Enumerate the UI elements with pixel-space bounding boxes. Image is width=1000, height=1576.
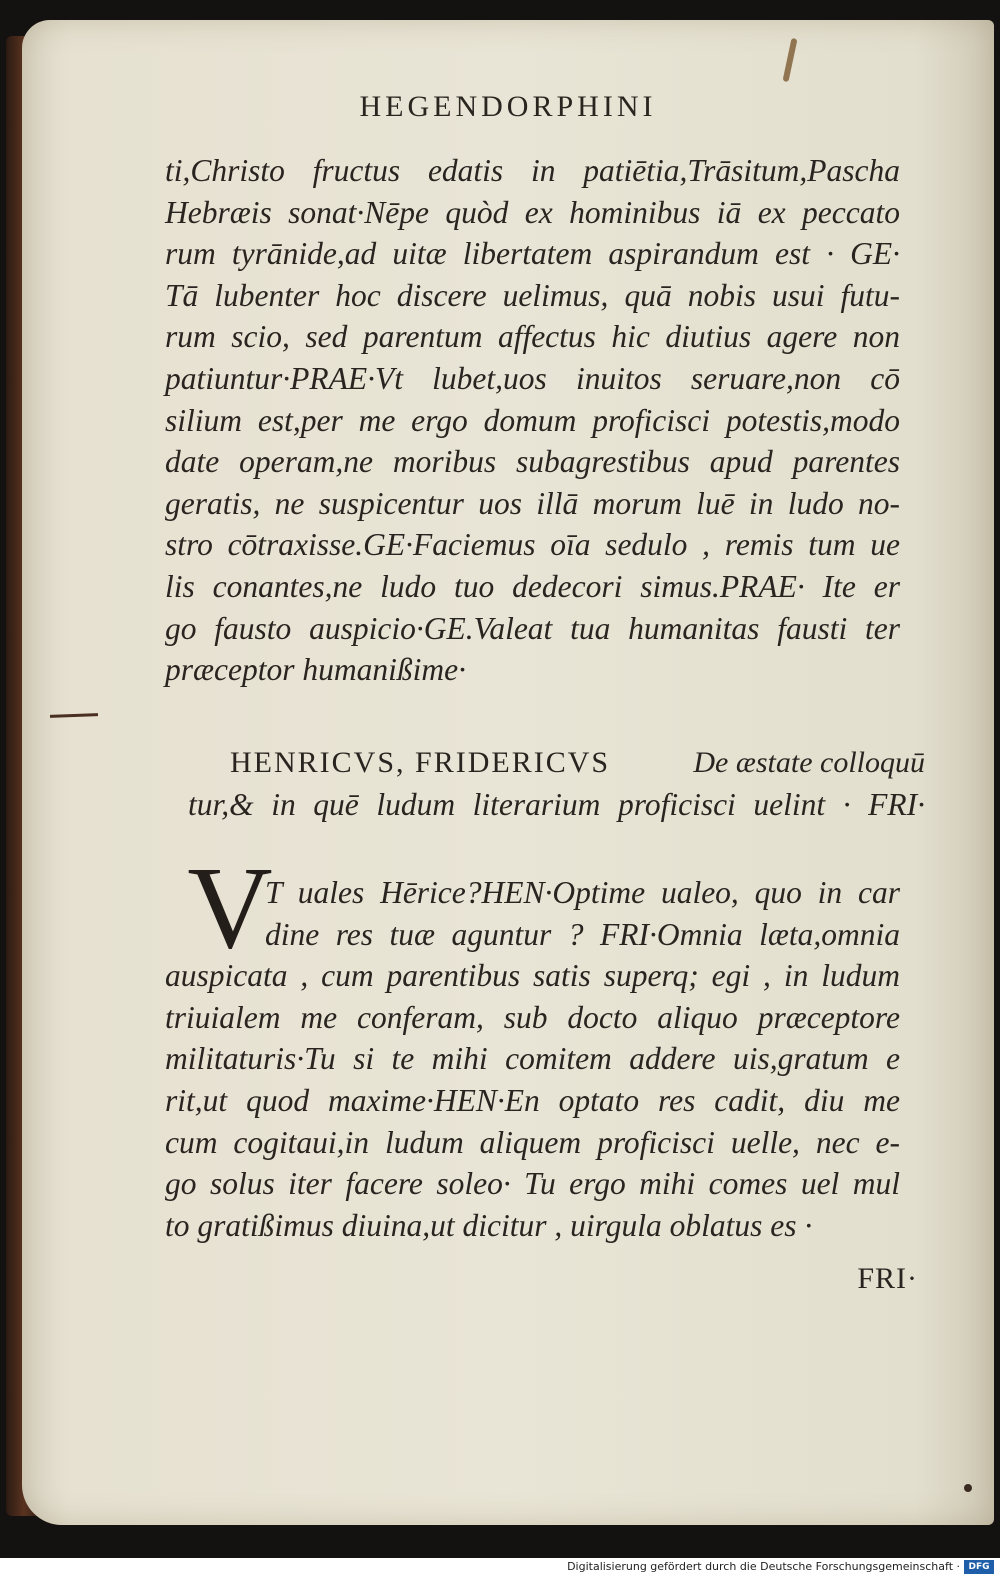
ink-mark bbox=[782, 38, 797, 82]
text-line: silium est,per me ergo domum proficisci potestis,modo bbox=[165, 402, 900, 438]
dialogue-heading bbox=[188, 742, 925, 826]
text-line: rum tyrānide,ad uitæ libertatem aspirandum est · GE· bbox=[165, 236, 900, 272]
running-head: HEGENDORPHINI bbox=[359, 90, 657, 123]
text-line: militaturis·Tu si te mihi comitem addere uis,gratum e bbox=[165, 1041, 900, 1077]
text-line: auspicata , cum parentibus satis superq; egi , in ludum bbox=[165, 958, 900, 994]
text-line: dine res tuæ aguntur ? FRI·Omnia læta,omnia bbox=[265, 916, 900, 952]
text-line: patiuntur·PRAE·Vt lubet,uos inuitos seruare,non cō bbox=[165, 360, 900, 396]
text-line: Hebræis sonat·Nēpe quòd ex hominibus iā ex peccato bbox=[165, 194, 900, 230]
text-line: geratis, ne suspicentur uos illā morum luē in ludo no- bbox=[165, 485, 900, 521]
text-line: lis conantes,ne ludo tuo dedecori simus.PRAE· Ite er bbox=[165, 568, 900, 604]
text-line: præceptor humanißime· bbox=[165, 652, 466, 688]
ink-dot bbox=[964, 1484, 972, 1492]
text-line: stro cōtraxisse.GE·Faciemus oīa sedulo , remis tum ue bbox=[165, 527, 900, 563]
text-line: T uales Hērice?HEN·Optime ualeo, quo in car bbox=[265, 875, 900, 910]
footer-text: Digitalisierung gefördert durch die Deutsche Forschungsgemeinschaft · bbox=[567, 1560, 960, 1573]
text-line: ti,Christo fructus edatis in patiētia,Trāsitum,Pascha bbox=[165, 153, 900, 188]
text-line: rit,ut quod maxime·HEN·En optato res cadit, diu me bbox=[165, 1082, 900, 1118]
heading-subject: De æstate colloquū bbox=[693, 746, 925, 779]
drop-cap: V bbox=[187, 842, 273, 973]
text-line: triuialem me conferam, sub docto aliquo præceptore bbox=[165, 999, 900, 1035]
heading-line-2: tur,& in quē ludum literarium proficisci uelint · FRI· bbox=[188, 787, 925, 822]
dfg-logo: DFG bbox=[964, 1560, 994, 1574]
text-line: go solus iter facere soleo· Tu ergo mihi comes uel mul bbox=[165, 1166, 900, 1202]
text-line: date operam,ne moribus subagrestibus apud parentes bbox=[165, 444, 900, 480]
text-line: Tā lubenter hoc discere uelimus, quā nobis usui futu- bbox=[165, 277, 900, 313]
heading-names: HENRICVS, FRIDERICVS bbox=[230, 746, 611, 779]
digitization-footer bbox=[0, 1558, 1000, 1576]
passage-2 bbox=[165, 872, 900, 1246]
catchword: FRI· bbox=[857, 1262, 918, 1295]
text-line: to gratißimus diuina,ut dicitur , uirgula oblatus es · bbox=[165, 1207, 813, 1243]
passage-1 bbox=[165, 150, 900, 691]
text-line: go fausto auspicio·GE.Valeat tua humanitas fausti ter bbox=[165, 610, 900, 646]
text-line: cum cogitaui,in ludum aliquem proficisci uelle, nec e- bbox=[165, 1124, 900, 1160]
text-line: rum scio, sed parentum affectus hic diutius agere non bbox=[165, 319, 900, 355]
